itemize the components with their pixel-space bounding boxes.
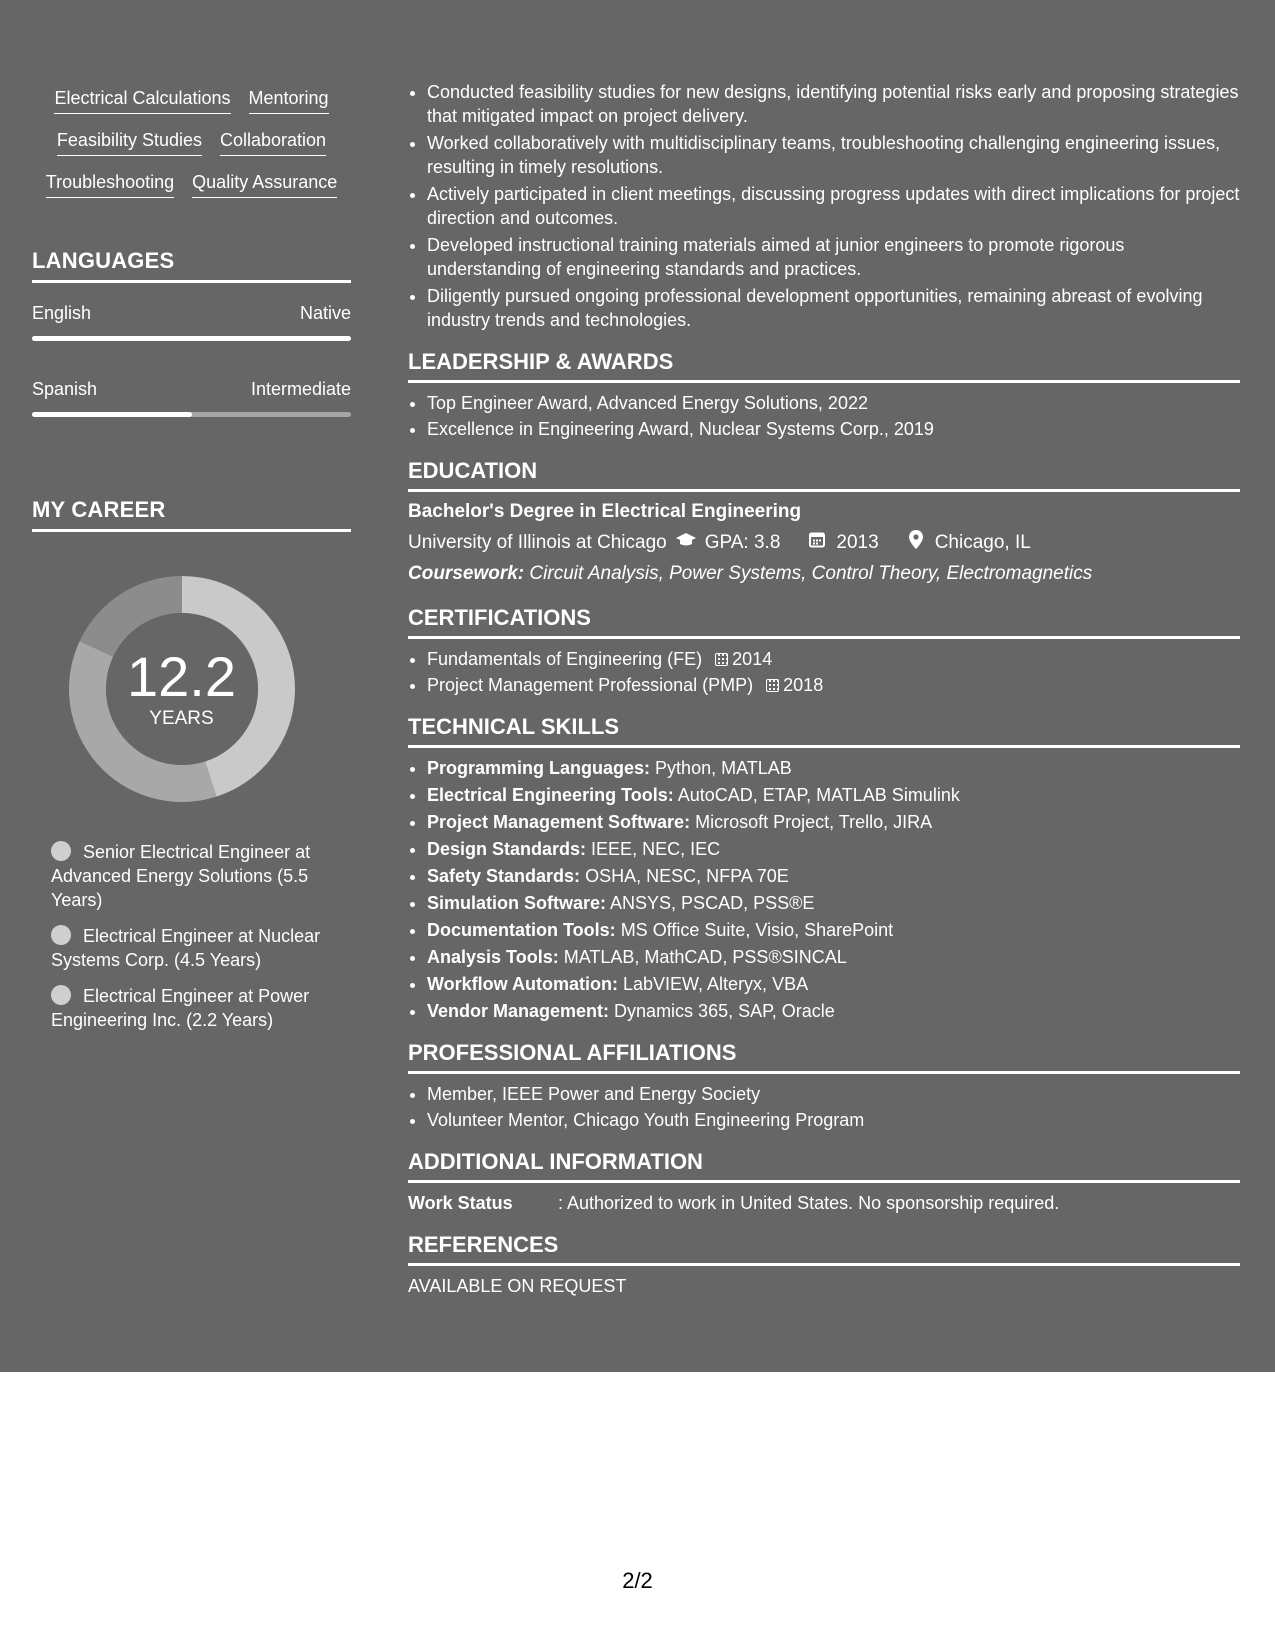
tech-skill-item	[427, 999, 1240, 1023]
tech-skill-item	[427, 891, 1240, 915]
language-proficiency-bar	[32, 336, 351, 341]
calendar-icon	[715, 653, 728, 666]
additional-info-heading: ADDITIONAL INFORMATION	[408, 1148, 1240, 1183]
tech-skill-item	[427, 918, 1240, 942]
references-heading: REFERENCES	[408, 1231, 1240, 1266]
work-status-value: : Authorized to work in United States. No sponsorship required.	[558, 1193, 1060, 1213]
language-level: Native	[299, 303, 351, 323]
tech-skill-value: Dynamics 365, SAP, Oracle	[614, 1001, 835, 1021]
education-school: University of Illinois at Chicago	[408, 532, 667, 553]
technical-skills-heading: TECHNICAL SKILLS	[408, 713, 1240, 748]
career-heading: MY CAREER	[32, 497, 351, 532]
affiliations-section	[408, 1039, 1240, 1132]
tech-skill-item	[427, 945, 1240, 969]
tech-skill-value: AutoCAD, ETAP, MATLAB Simulink	[677, 785, 960, 805]
experience-bullet: • Worked collaboratively with multidisciplinary teams, troubleshooting challenging engineering issues, resulting in timely resolutions.	[427, 131, 1240, 179]
career-years-unit: YEARS	[149, 708, 214, 729]
career-legend-item	[51, 984, 326, 1032]
language-row	[32, 379, 351, 417]
tech-skill-label: Design Standards:	[427, 839, 587, 859]
career-legend-text: Electrical Engineer at Power Engineering Inc. (2.2 Years)	[51, 986, 310, 1030]
calendar-icon	[806, 531, 828, 555]
career-legend-text: Electrical Engineer at Nuclear Systems Corp. (4.5 Years)	[51, 926, 321, 970]
tech-skill-item	[427, 864, 1240, 888]
tech-skill-item	[427, 783, 1240, 807]
tech-skill-label: Workflow Automation:	[427, 974, 618, 994]
skill-tag: Collaboration	[220, 128, 326, 156]
language-level: Intermediate	[250, 379, 351, 399]
tech-skill-value: IEEE, NEC, IEC	[591, 839, 721, 859]
coursework-list: Circuit Analysis, Power Systems, Control Theory, Electromagnetics	[529, 563, 1093, 584]
tech-skill-value: LabVIEW, Alteryx, VBA	[623, 974, 809, 994]
education-heading: EDUCATION	[408, 457, 1240, 492]
affiliation-item: • Volunteer Mentor, Chicago Youth Engineering Program	[427, 1108, 1240, 1132]
leadership-heading: LEADERSHIP & AWARDS	[408, 348, 1240, 383]
coursework-label: Coursework:	[408, 563, 525, 584]
career-legend	[32, 840, 351, 1032]
tech-skill-value: MS Office Suite, Visio, SharePoint	[620, 920, 894, 940]
education-details	[408, 530, 1240, 556]
work-status-label: Work Status	[408, 1193, 513, 1213]
skill-tag: Mentoring	[249, 86, 329, 114]
award-item: • Excellence in Engineering Award, Nuclear Systems Corp., 2019	[427, 417, 1240, 441]
education-year: 2013	[836, 532, 879, 553]
experience-bullet: • Diligently pursued ongoing professional development opportunities, remaining abreast of evolving industry trends and technologies.	[427, 284, 1240, 332]
experience-bullet: • Conducted feasibility studies for new designs, identifying potential risks early and proposing strategies that mitigated impact on project delivery.	[427, 80, 1240, 128]
career-legend-item	[51, 840, 326, 912]
certification-item	[427, 647, 1240, 671]
skill-tag: Electrical Calculations	[54, 86, 230, 114]
tech-skill-label: Analysis Tools:	[427, 947, 559, 967]
certifications-heading: CERTIFICATIONS	[408, 604, 1240, 639]
legend-dot-icon	[51, 841, 71, 861]
tech-skill-value: OSHA, NESC, NFPA 70E	[585, 866, 789, 886]
tech-skill-value: Microsoft Project, Trello, JIRA	[695, 812, 933, 832]
skills-tags	[32, 82, 351, 198]
tech-skill-label: Documentation Tools:	[427, 920, 616, 940]
certification-item	[427, 673, 1240, 697]
tech-skill-item	[427, 810, 1240, 834]
career-section	[32, 497, 351, 1032]
tech-skill-value: ANSYS, PSCAD, PSS®E	[610, 893, 815, 913]
certification-year: 2018	[783, 675, 824, 695]
experience-bullets	[408, 80, 1240, 332]
education-location: Chicago, IL	[934, 532, 1031, 553]
language-proficiency-fill	[32, 336, 351, 341]
career-donut-chart	[67, 574, 297, 804]
language-proficiency-fill	[32, 412, 192, 417]
career-total-years: 12.2	[127, 645, 236, 708]
certification-name: Fundamentals of Engineering (FE)	[427, 649, 703, 669]
experience-bullet: • Actively participated in client meetings, discussing progress updates with direct implications for project direction and outcomes.	[427, 182, 1240, 230]
location-pin-icon	[905, 530, 927, 556]
language-name: English	[32, 303, 92, 323]
certification-name: Project Management Professional (PMP)	[427, 675, 754, 695]
skill-tag: Troubleshooting	[46, 170, 174, 198]
award-item: • Top Engineer Award, Advanced Energy Solutions, 2022	[427, 391, 1240, 415]
tech-skill-item	[427, 972, 1240, 996]
languages-section	[32, 248, 351, 417]
affiliations-heading: PROFESSIONAL AFFILIATIONS	[408, 1039, 1240, 1074]
tech-skill-item	[427, 837, 1240, 861]
legend-dot-icon	[51, 985, 71, 1005]
graduation-cap-icon	[675, 531, 697, 555]
languages-heading: LANGUAGES	[32, 248, 351, 283]
tech-skill-label: Electrical Engineering Tools:	[427, 785, 674, 805]
experience-bullet: • Developed instructional training materials aimed at junior engineers to promote rigorous understanding of engineering standards and practices.	[427, 233, 1240, 281]
calendar-icon	[766, 679, 779, 692]
tech-skill-value: MATLAB, MathCAD, PSS®SINCAL	[563, 947, 847, 967]
tech-skill-label: Vendor Management:	[427, 1001, 610, 1021]
tech-skill-label: Project Management Software:	[427, 812, 691, 832]
sidebar	[32, 82, 351, 1044]
work-status-row	[408, 1191, 1240, 1215]
career-legend-item	[51, 924, 326, 972]
tech-skill-label: Simulation Software:	[427, 893, 607, 913]
education-gpa: GPA: 3.8	[704, 532, 781, 553]
main-content	[408, 80, 1240, 1298]
language-name: Spanish	[32, 379, 98, 399]
skill-tag: Quality Assurance	[192, 170, 337, 198]
education-section	[408, 457, 1240, 586]
education-degree: Bachelor's Degree in Electrical Engineering	[408, 501, 802, 522]
page-number: 2/2	[622, 1568, 653, 1593]
tech-skill-value: Python, MATLAB	[655, 758, 792, 778]
tech-skill-label: Programming Languages:	[427, 758, 651, 778]
references-text: AVAILABLE ON REQUEST	[408, 1276, 627, 1296]
skill-tag: Feasibility Studies	[57, 128, 202, 156]
affiliation-item: • Member, IEEE Power and Energy Society	[427, 1082, 1240, 1106]
technical-skills-section	[408, 713, 1240, 1023]
tech-skill-item	[427, 756, 1240, 780]
legend-dot-icon	[51, 925, 71, 945]
leadership-section	[408, 348, 1240, 441]
certification-year: 2014	[732, 649, 773, 669]
certifications-section	[408, 604, 1240, 697]
additional-info-section	[408, 1148, 1240, 1215]
references-section	[408, 1231, 1240, 1298]
tech-skill-label: Safety Standards:	[427, 866, 581, 886]
career-legend-text: Senior Electrical Engineer at Advanced Energy Solutions (5.5 Years)	[51, 842, 311, 910]
education-coursework	[408, 562, 1240, 586]
language-row	[32, 303, 351, 341]
language-proficiency-bar	[32, 412, 351, 417]
